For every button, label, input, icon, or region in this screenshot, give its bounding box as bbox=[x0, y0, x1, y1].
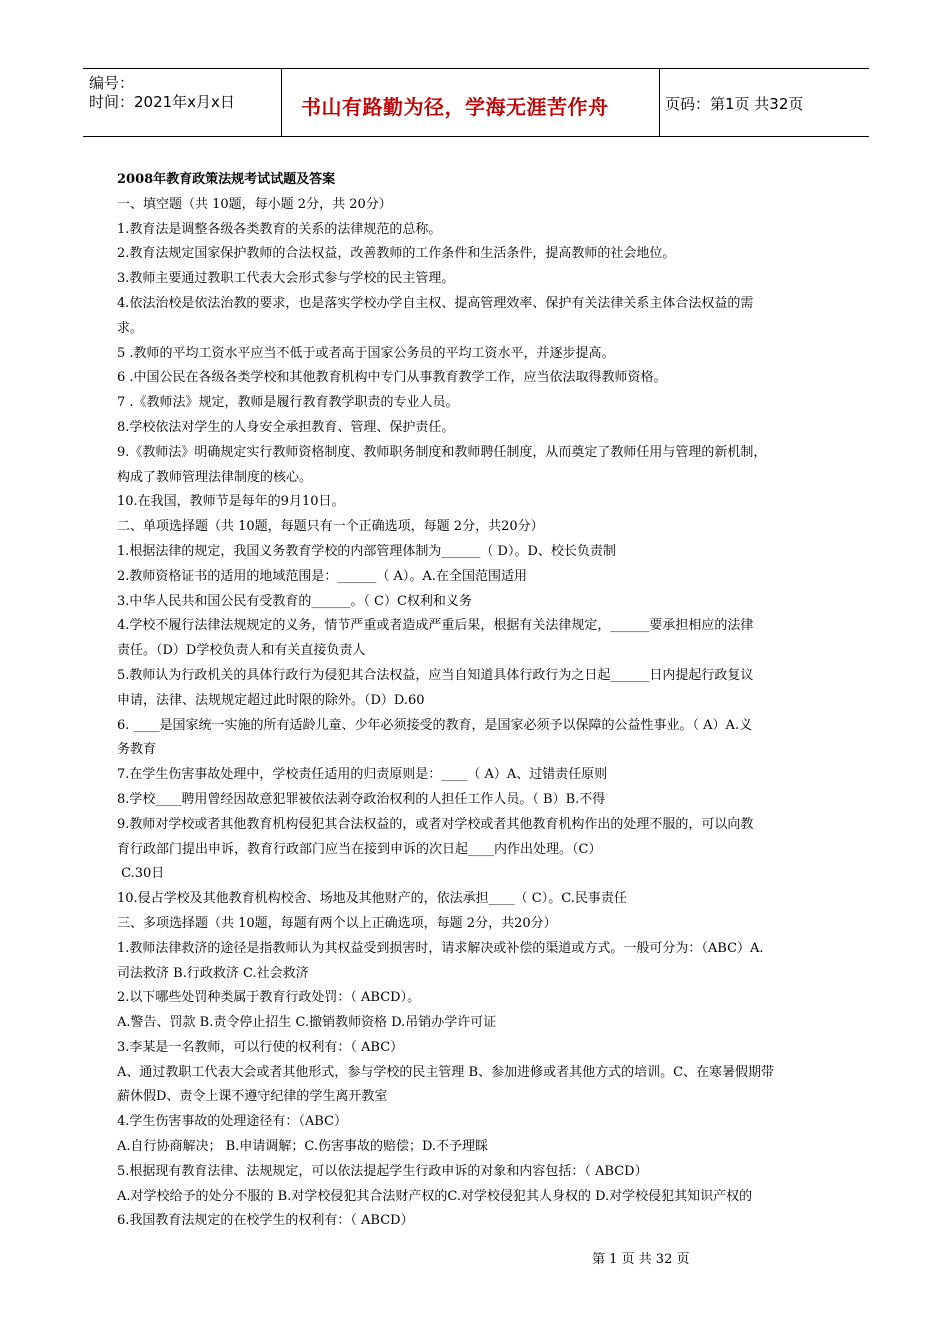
header-motto: 书山有路勤为径，学海无涯苦作舟 bbox=[301, 95, 609, 119]
text-line: 2.教育法规定国家保护教师的合法权益，改善教师的工作条件和生活条件，提高教师的社会地位。 bbox=[117, 246, 676, 262]
text-line: 9.《教师法》明确规定实行教师资格制度、教师职务制度和教师聘任制度，从而奠定了教师任用与管理的新机制， bbox=[117, 444, 767, 460]
text-line: 申请，法律、法规规定超过此时限的除外。（D）D.60 bbox=[117, 692, 425, 708]
text-line: 9.教师对学校或者其他教育机构侵犯其合法权益的，或者对学校或者其他教育机构作出的处理不服的，可以向教 bbox=[117, 816, 754, 832]
text-line: 育行政部门提出申诉，教育行政部门应当在接到申诉的次日起____内作出处理。（C） bbox=[117, 841, 602, 857]
text-line: 6.我国教育法规定的在校学生的权利有：（ ABCD） bbox=[117, 1213, 414, 1229]
text-line: 6 .中国公民在各级各类学校和其他教育机构中专门从事教育教学工作，应当依法取得教师资格。 bbox=[117, 370, 667, 386]
page-footer: 第 1 页 共 32 页 bbox=[592, 1252, 690, 1267]
page-header bbox=[83, 68, 869, 137]
text-line: 薪休假D、责令上课不遵守纪律的学生离开教室 bbox=[117, 1089, 388, 1105]
document-title: 2008年教育政策法规考试试题及答案 bbox=[117, 172, 336, 187]
section-heading: 二、单项选择题（共 10题，每题只有一个正确选项，每题 2分，共20分） bbox=[117, 519, 544, 535]
text-line: 10.侵占学校及其他教育机构校舍、场地及其他财产的，依法承担____（ C）。C.民事责任 bbox=[117, 891, 627, 907]
header-motto-cell bbox=[281, 69, 660, 136]
header-page-info: 页码：第1页 共32页 bbox=[665, 95, 804, 113]
text-line: A.自行协商解决； B.申请调解；C.伤害事故的赔偿；D.不予理睬 bbox=[117, 1139, 489, 1155]
text-line: 求。 bbox=[117, 320, 144, 336]
date-label: 时间：2021年x月x日 bbox=[89, 93, 235, 111]
text-line: A.对学校给予的处分不服的 B.对学校侵犯其合法财产权的C.对学校侵犯其人身权的 D.对学校侵犯其知识产权的 bbox=[117, 1188, 753, 1204]
text-line: 构成了教师管理法律制度的核心。 bbox=[117, 469, 313, 485]
text-line: 8.学校依法对学生的人身安全承担教育、管理、保护责任。 bbox=[117, 419, 455, 435]
text-line: 10.在我国，教师节是每年的9月10日。 bbox=[117, 494, 345, 510]
text-line: 5.教师认为行政机关的具体行政行为侵犯其合法权益，应当自知道具体行政行为之日起______日内提起行政复议 bbox=[117, 667, 754, 683]
document-body bbox=[117, 168, 847, 1234]
text-line: 1.教师法律救济的途径是指教师认为其权益受到损害时，请求解决或补偿的渠道或方式。一般可分为：（ABC）A. bbox=[117, 940, 764, 956]
text-line: 1.根据法律的规定，我国义务教育学校的内部管理体制为______（ D）。D、校长负责制 bbox=[117, 543, 616, 559]
text-line: 责任。（D）D学校负责人和有关直接负责人 bbox=[117, 643, 366, 659]
section-heading: 一、填空题（共 10题，每小题 2分，共 20分） bbox=[117, 196, 392, 212]
text-line: 3.李某是一名教师，可以行使的权利有：（ ABC） bbox=[117, 1039, 404, 1055]
text-line: 4.依法治校是依法治教的要求，也是落实学校办学自主权、提高管理效率、保护有关法律关系主体合法权益的需 bbox=[117, 295, 754, 311]
text-line: A.警告、罚款 B.责令停止招生 C.撤销教师资格 D.吊销办学许可证 bbox=[117, 1015, 497, 1031]
text-line: 8.学校____聘用曾经因故意犯罪被依法剥夺政治权利的人担任工作人员。（ B）B.不得 bbox=[117, 791, 606, 807]
text-line: 4.学校不履行法律法规规定的义务，情节严重或者造成严重后果，根据有关法律规定，______要承担相应的法律 bbox=[117, 618, 754, 634]
header-meta bbox=[83, 69, 282, 136]
text-line: C.30日 bbox=[117, 866, 165, 882]
number-label: 编号： bbox=[89, 74, 135, 92]
section-heading: 三、多项选择题（共 10题，每题有两个以上正确选项，每题 2分，共20分） bbox=[117, 915, 557, 931]
text-line: 务教育 bbox=[117, 742, 157, 758]
text-line: 2.以下哪些处罚种类属于教育行政处罚：（ ABCD）。 bbox=[117, 990, 421, 1006]
text-line: A、通过教职工代表大会或者其他形式，参与学校的民主管理 B、参加进修或者其他方式的培训。C、在寒暑假期带 bbox=[117, 1064, 775, 1080]
text-line: 7.在学生伤害事故处理中，学校责任适用的归责原则是：____（ A）A、过错责任原则 bbox=[117, 767, 608, 783]
text-line: 7 .《教师法》规定，教师是履行教育教学职责的专业人员。 bbox=[117, 395, 459, 411]
text-line: 2.教师资格证书的适用的地域范围是：______（ A）。A.在全国范围适用 bbox=[117, 568, 527, 584]
text-line: 3.教师主要通过教职工代表大会形式参与学校的民主管理。 bbox=[117, 271, 455, 287]
text-line: 司法救济 B.行政救济 C.社会救济 bbox=[117, 965, 309, 981]
text-line: 5 .教师的平均工资水平应当不低于或者高于国家公务员的平均工资水平，并逐步提高。 bbox=[117, 345, 615, 361]
text-line: 5.根据现有教育法律、法规规定，可以依法提起学生行政申诉的对象和内容包括：（ ABCD） bbox=[117, 1163, 648, 1179]
text-line: 4.学生伤害事故的处理途径有：（ABC） bbox=[117, 1114, 348, 1130]
text-line: 6. ____是国家统一实施的所有适龄儿童、少年必须接受的教育，是国家必须予以保障的公益性事业。（ A）A.义 bbox=[117, 717, 753, 733]
text-line: 1.教育法是调整各级各类教育的关系的法律规范的总称。 bbox=[117, 221, 442, 237]
text-line: 3.中华人民共和国公民有受教育的______。（ C）C权利和义务 bbox=[117, 593, 472, 609]
